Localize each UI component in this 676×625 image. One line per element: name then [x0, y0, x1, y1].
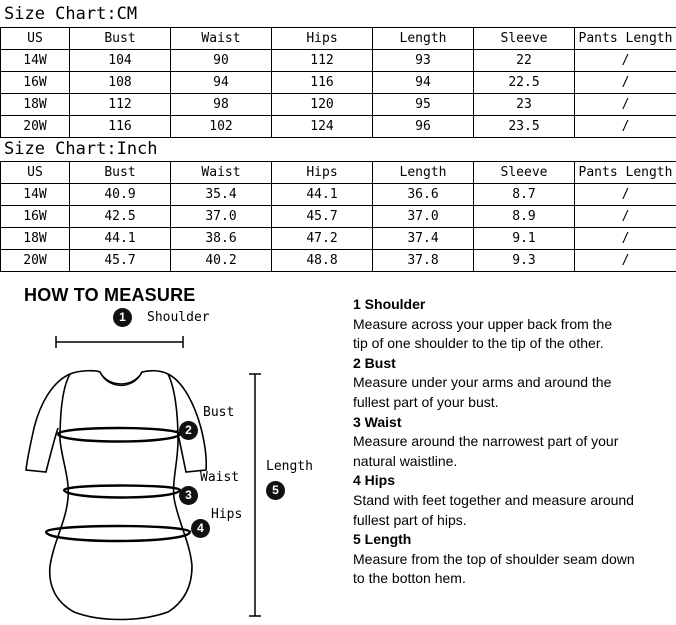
table-row: [1, 72, 676, 94]
shoulder-label: Shoulder: [147, 310, 210, 325]
marker-3-icon: 3: [179, 486, 198, 505]
table-cell: 37.8: [373, 250, 474, 272]
table-cell: 45.7: [70, 250, 171, 272]
step-title: 1 Shoulder: [353, 296, 426, 312]
bust-measure-ellipse: [58, 428, 180, 442]
table-cell: /: [575, 94, 676, 116]
table-cell: 94: [171, 72, 272, 94]
column-header: Sleeve: [474, 28, 575, 50]
step-text-line: fullest part of your bust.: [353, 393, 499, 410]
table-cell: 18W: [1, 228, 70, 250]
measure-instructions: [353, 295, 673, 589]
table-row: [1, 228, 676, 250]
step-title: 3 Waist: [353, 413, 402, 430]
table-row: [1, 250, 676, 272]
column-header: Waist: [171, 28, 272, 50]
table-cell: 37.0: [171, 206, 272, 228]
step-waist: [353, 413, 673, 472]
column-header: Pants Length: [575, 28, 676, 50]
column-header: Hips: [272, 28, 373, 50]
table-cell: 9.3: [474, 250, 575, 272]
step-text-line: to the botton hem.: [353, 570, 466, 587]
step-hips: [353, 471, 673, 530]
bust-label: Bust: [203, 405, 235, 420]
marker-2-icon: 2: [179, 421, 198, 440]
waist-label: Waist: [200, 470, 240, 485]
cm-table-body: [1, 28, 676, 138]
table-cell: 108: [70, 72, 171, 94]
table-row: [1, 184, 676, 206]
table-cell: 42.5: [70, 206, 171, 228]
table-cell: 20W: [1, 250, 70, 272]
hips-measure-ellipse: [46, 526, 190, 541]
table-cell: 18W: [1, 94, 70, 116]
step-text-line: Measure under your arms and around the: [353, 374, 612, 391]
table-header-row: [1, 162, 676, 184]
table-cell: 16W: [1, 206, 70, 228]
step-text-line: Measure from the top of shoulder seam down: [353, 550, 635, 567]
hips-label: Hips: [211, 507, 243, 522]
marker-4-icon: 4: [191, 519, 210, 538]
table-cell: 96: [373, 116, 474, 138]
table-cell: 14W: [1, 184, 70, 206]
table-cell: 23: [474, 94, 575, 116]
table-cell: /: [575, 206, 676, 228]
step-shoulder: [353, 295, 673, 354]
table-cell: 102: [171, 116, 272, 138]
table-cell: 22: [474, 50, 575, 72]
table-cell: 124: [272, 116, 373, 138]
table-cell: 35.4: [171, 184, 272, 206]
table-cell: 98: [171, 94, 272, 116]
waist-measure-ellipse: [64, 486, 180, 498]
step-length: [353, 530, 673, 589]
table-cell: 120: [272, 94, 373, 116]
table-cell: 116: [70, 116, 171, 138]
inch-table-body: [1, 162, 676, 272]
column-header: Length: [373, 162, 474, 184]
step-bust: [353, 354, 673, 413]
table-cell: 37.4: [373, 228, 474, 250]
column-header: Sleeve: [474, 162, 575, 184]
table-cell: 104: [70, 50, 171, 72]
table-cell: 9.1: [474, 228, 575, 250]
column-header: US: [1, 28, 70, 50]
table-row: [1, 206, 676, 228]
column-header: Bust: [70, 162, 171, 184]
step-title: 4 Hips: [353, 472, 396, 489]
table-cell: 116: [272, 72, 373, 94]
table-cell: 20W: [1, 116, 70, 138]
inch-size-table: [0, 161, 676, 272]
inch-chart-title: Size Chart:Inch: [4, 139, 158, 159]
table-cell: 95: [373, 94, 474, 116]
table-row: [1, 50, 676, 72]
column-header: Length: [373, 28, 474, 50]
table-cell: 45.7: [272, 206, 373, 228]
table-row: [1, 94, 676, 116]
cm-size-table: [0, 27, 676, 138]
table-cell: 40.2: [171, 250, 272, 272]
cm-chart-title: Size Chart:CM: [4, 4, 138, 24]
table-cell: 40.9: [70, 184, 171, 206]
table-cell: 37.0: [373, 206, 474, 228]
step-text-line: Measure across your upper back from the: [353, 315, 613, 332]
step-title: 5 Length: [353, 531, 412, 548]
marker-1-icon: 1: [113, 308, 132, 327]
table-cell: 112: [272, 50, 373, 72]
table-cell: 8.9: [474, 206, 575, 228]
table-cell: 112: [70, 94, 171, 116]
step-text-line: Measure around the narrowest part of your: [353, 433, 619, 450]
column-header: Bust: [70, 28, 171, 50]
table-cell: 23.5: [474, 116, 575, 138]
step-text-line: natural waistline.: [353, 452, 458, 469]
step-text-line: fullest part of hips.: [353, 511, 467, 528]
table-cell: 90: [171, 50, 272, 72]
how-to-measure-title: HOW TO MEASURE: [24, 285, 196, 305]
table-cell: 36.6: [373, 184, 474, 206]
table-cell: 94: [373, 72, 474, 94]
table-cell: 48.8: [272, 250, 373, 272]
table-cell: 44.1: [272, 184, 373, 206]
table-cell: /: [575, 50, 676, 72]
step-text-line: Stand with feet together and measure around: [353, 491, 634, 508]
table-cell: 38.6: [171, 228, 272, 250]
column-header: Waist: [171, 162, 272, 184]
table-header-row: [1, 28, 676, 50]
table-cell: /: [575, 72, 676, 94]
column-header: Pants Length: [575, 162, 676, 184]
table-cell: 14W: [1, 50, 70, 72]
table-cell: 44.1: [70, 228, 171, 250]
table-cell: /: [575, 250, 676, 272]
step-title: 2 Bust: [353, 354, 396, 371]
table-cell: 22.5: [474, 72, 575, 94]
length-label: Length: [266, 459, 313, 474]
dress-figure-illustration: [0, 330, 330, 625]
table-row: [1, 116, 676, 138]
step-text-line: tip of one shoulder to the tip of the other.: [353, 335, 604, 352]
marker-5-icon: 5: [266, 481, 285, 500]
table-cell: /: [575, 184, 676, 206]
table-cell: /: [575, 116, 676, 138]
table-cell: 93: [373, 50, 474, 72]
shoulder-measure-line: [56, 336, 183, 348]
length-measure-line: [249, 374, 261, 616]
table-cell: 16W: [1, 72, 70, 94]
column-header: Hips: [272, 162, 373, 184]
column-header: US: [1, 162, 70, 184]
table-cell: 47.2: [272, 228, 373, 250]
table-cell: 8.7: [474, 184, 575, 206]
table-cell: /: [575, 228, 676, 250]
